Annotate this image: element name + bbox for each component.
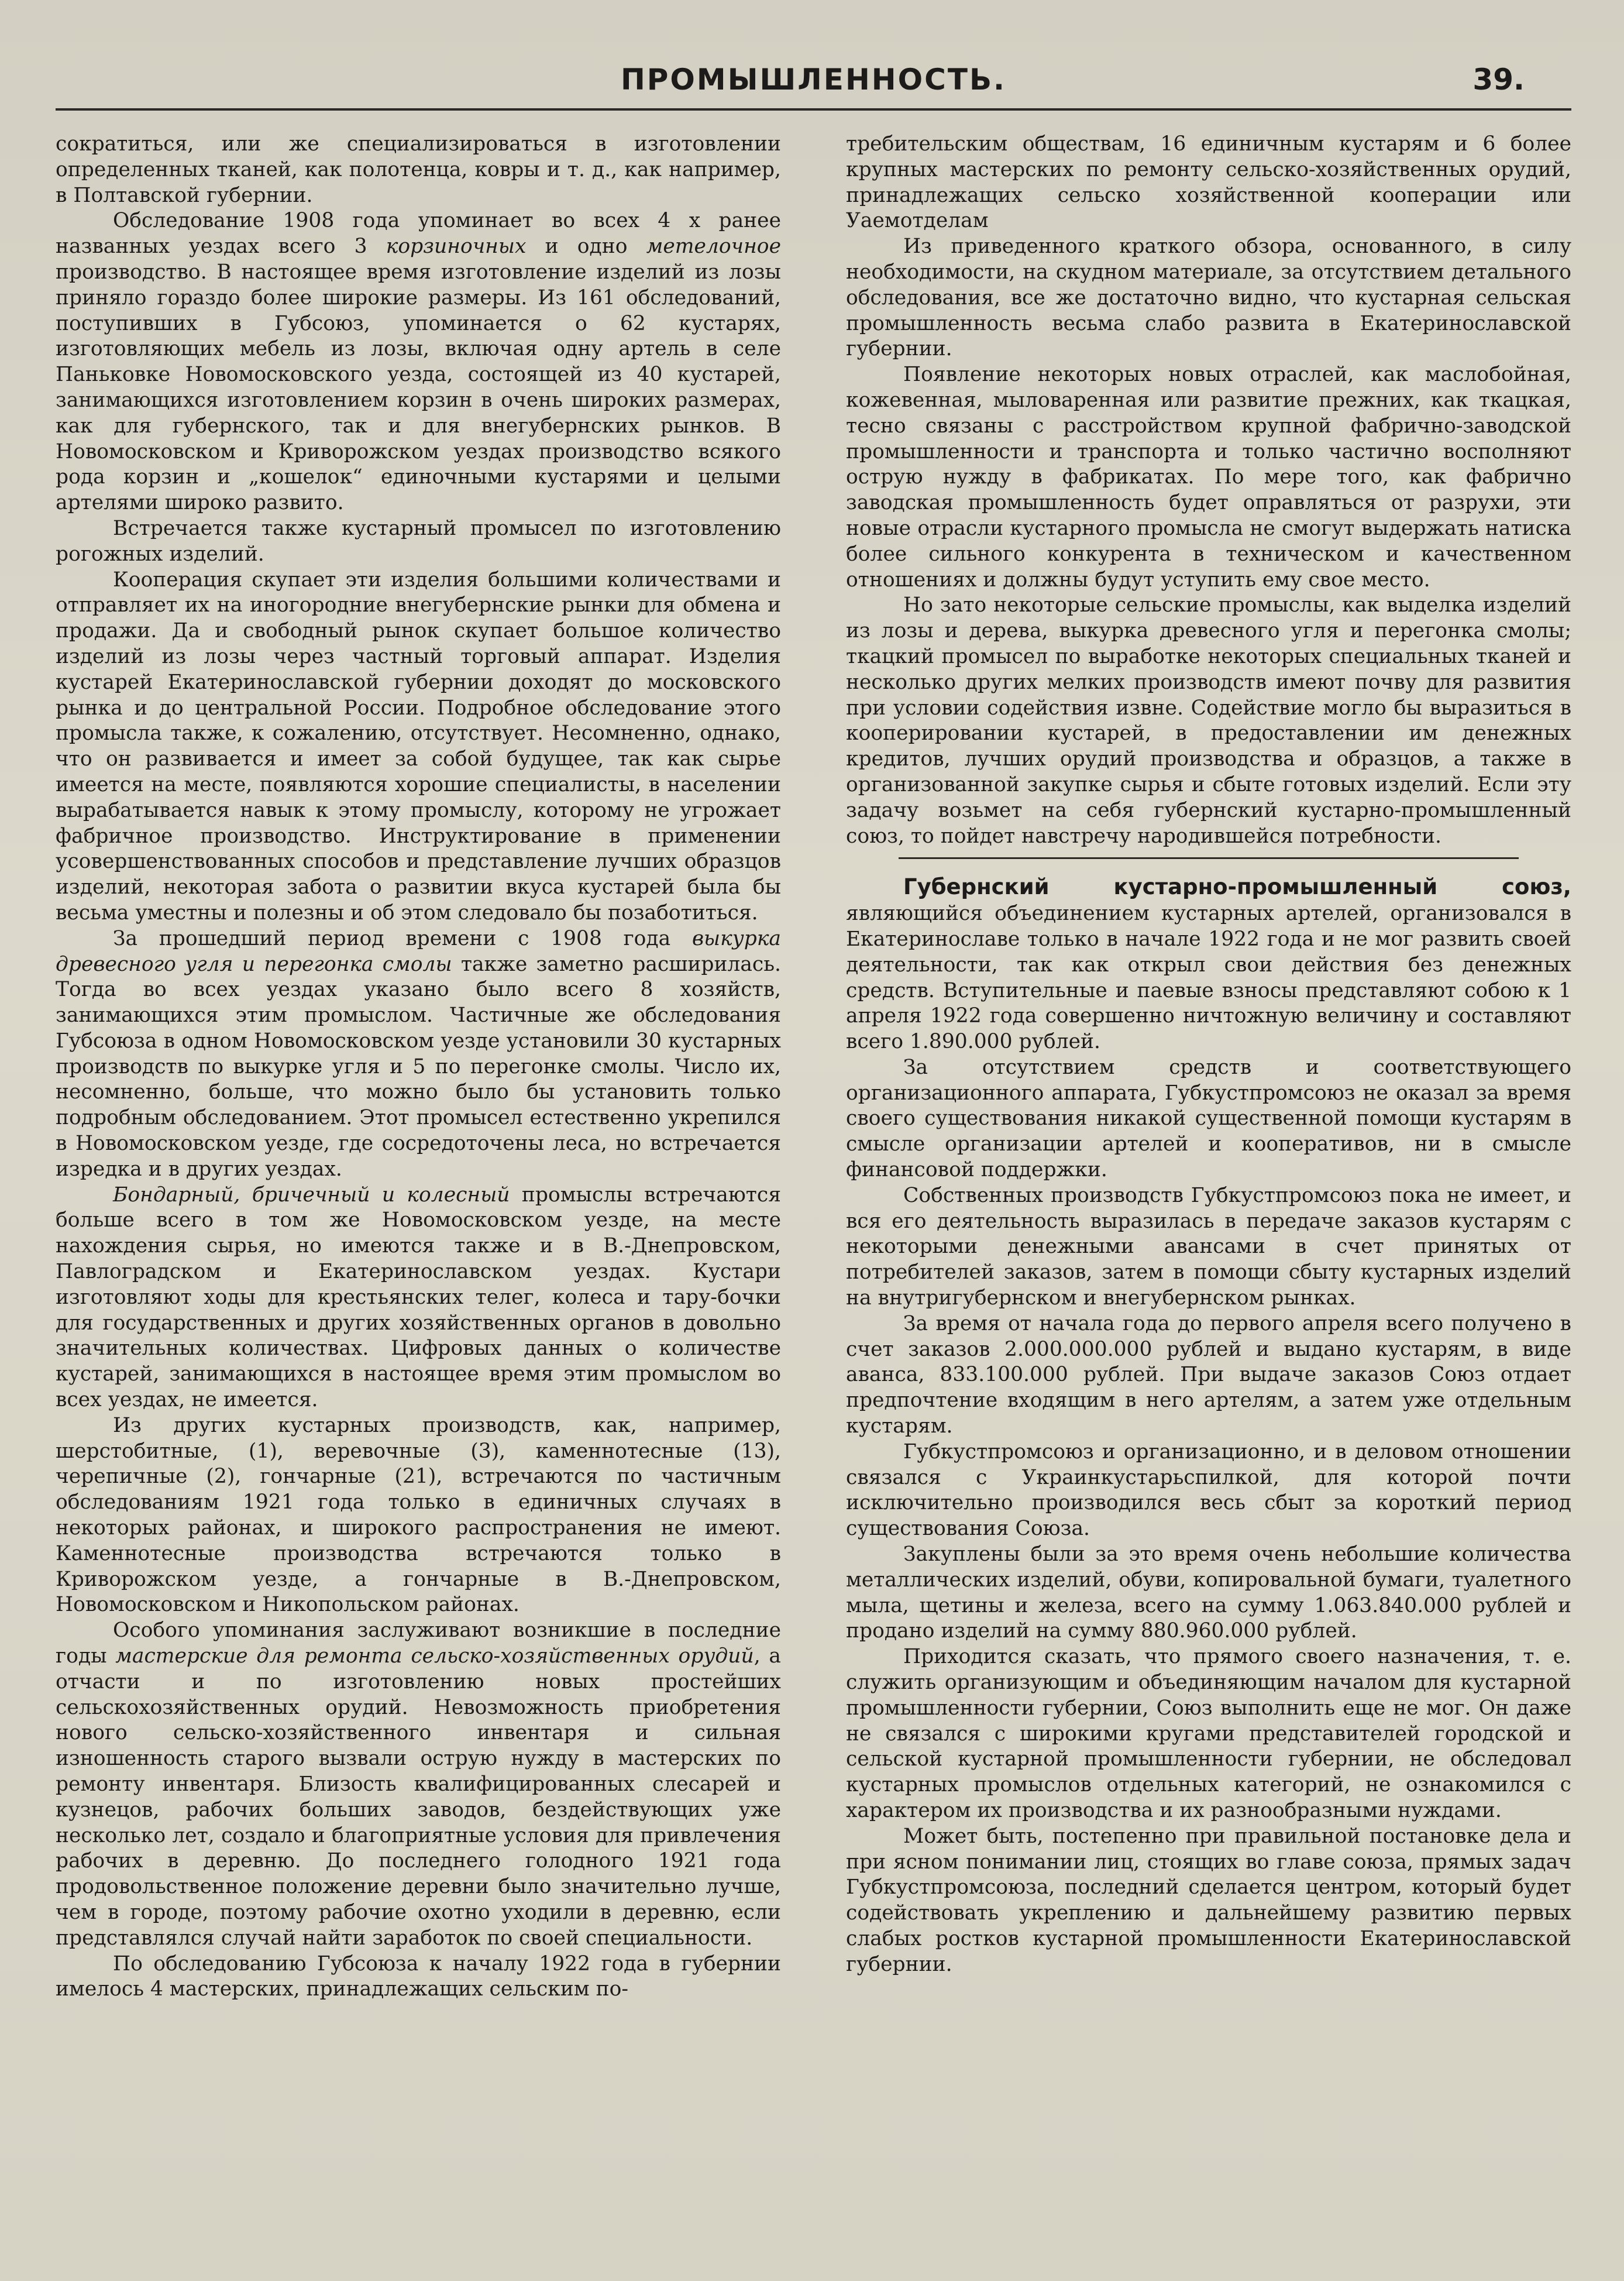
paragraph: По обследованию Губсоюза к началу 1922 года в губернии имелось 4 мастерских, принадлежащих сельским по- (56, 1952, 781, 2001)
emphasis-text: корзиночных (386, 235, 527, 259)
paragraph: Кооперация скупает эти изделия большими количествами и отправляет их на иногородние внегубернские рынки для обмена и продажи. Да и свободный рынок скупает большое количество изделий из лозы через частный торговый аппарат. Изделия кустарей Екатеринославской губернии доходят до московского рынка и до центральной России. Подробное обследование этого промысла также, к сожалению, отсутствует. Несомненно, однако, что он развивается и имеет за собой будущее, так как сырье имеется на месте, появляются хорошие специалисты, в населении вырабатывается навык к этому промыслу, которому не угрожает фабричное производство. Инструктирование в применении усовершенствованных способов и представление лучших образцов изделий, некоторая забота о развитии вкуса кустарей была бы весьма уместны и полезны и об этом следовало бы позаботиться. (56, 568, 781, 925)
paragraph: Собственных производств Губкустпромсоюз пока не имеет, и вся его деятельность выразилась в передаче заказов кустарям с некоторыми денежными авансами в счет принятых от потребителей заказов, затем в помощи сбыту кустарных изделий на внутригубернском и внегубернском рынках. (846, 1183, 1571, 1310)
text-columns (56, 132, 1571, 2002)
paragraph: Из приведенного краткого обзора, основанного, в силу необходимости, на скудном материале, за отсутствием детального обследования, все же достаточно видно, что кустарная сельская промышленность весьма слабо развита в Екатеринославской губернии. (846, 235, 1571, 361)
paragraph: Встречается также кустарный промысел по изготовлению рогожных изделий. (56, 516, 781, 566)
paragraph (846, 874, 1571, 1055)
section-title: ПРОМЫШЛЕННОСТЬ. (620, 63, 1007, 97)
left-column (56, 132, 781, 2002)
paragraph (56, 1183, 781, 1413)
paragraph-text: производство. В настоящее время изготовление изделий из лозы приняло гораздо более широкие размеры. Из 161 обследований, поступивших в Губсоюз, упоминается о 62 кустарях, изготовляющих мебель из лозы, включая одну артель в селе Паньковке Новомосковского уезда, состоящей из 40 кустарей, занимающихся изготовлением корзин в очень широких размерах, как для губернского, так и для внегубернских рынков. В Новомосковском и Криворожском уездах производство всякого рода корзин и „кошелок“ единочными кустарями и целыми артелями широко развито. (56, 260, 781, 515)
paragraph (56, 208, 781, 516)
page-header (56, 56, 1571, 111)
paragraph: Губкустпромсоюз и организационно, и в деловом отношении связался с Украинкустарьспилкой, для которой почти исключительно производился весь сбыт за короткий период существования Союза. (846, 1440, 1571, 1541)
emphasis-text: мастерские для ремонта сельско-хозяйственных орудий (115, 1644, 754, 1668)
section-divider (899, 857, 1519, 859)
paragraph-text: и одно (526, 235, 646, 259)
paragraph (56, 1618, 781, 1951)
paragraph: Появление некоторых новых отраслей, как маслобойная, кожевенная, мыловаренная или развитие прежних, как ткацкая, тесно связаны с расстройством крупной фабрично-заводской промышленности и транспорта и только частично восполняют острую нужду в фабрикатах. По мере того, как фабрично заводская промышленность будет оправляться от разрухи, эти новые отрасли кустарного промысла не смогут выдержать натиска более сильного конкурента в техническом и качественном отношениях и должны будут уступить ему свое место. (846, 363, 1571, 592)
paragraph-text: промыслы встречаются больше всего в том же Новомосковском уезде, на месте нахождения сырья, но имеются также и в В.-Днепровском, Павлоградском и Екатеринославском уездах. Кустари изготовляют ходы для крестьянских телег, колеса и тару-бочки для государственных и других хозяйственных органов в довольно значительных количествах. Цифровых данных о количестве кустарей, занимающихся в настоящее время этим промыслом во всех уездах, не имеется. (56, 1183, 781, 1412)
paragraph: Но зато некоторые сельские промыслы, как выделка изделий из лозы и дерева, выкурка древесного угля и перегонка смолы; ткацкий промысел по выработке некоторых специальных тканей и несколько других мелких производств имеют почву для развития при условии содействия извне. Содействие могло бы выразиться в кооперировании кустарей, в предоставлении им денежных кредитов, лучших орудий производства и образцов, а также в организованной закупке сырья и сбыте готовых изделий. Если эту задачу возьмет на себя губернский кустарно-промышленный союз, то пойдет навстречу народившейся потребности. (846, 593, 1571, 848)
paragraph: Приходится сказать, что прямого своего назначения, т. е. служить организующим и объединяющим началом для кустарной промышленности губернии, Союз выполнить еще не мог. Он даже не связался с широкими кругами представителей городской и сельской кустарной промышленности губернии, не обследовал кустарных промыслов отдельных категорий, не ознакомился с характером их производства и их разнообразными нуждами. (846, 1645, 1571, 1822)
paragraph-text: Особого упоминания заслуживают возникшие в последние годы (56, 1619, 781, 1668)
paragraph-text: также заметно расширилась. Тогда во всех уездах указано было всего 8 хозяйств, занимающихся этим промыслом. Частичные же обследования Губсоюза в одном Новомосковском уезде установили 30 кустарных производств по выкурке угля и 5 по перегонке смолы. Число их, несомненно, больше, что можно было бы установить только подробным обследованием. Этот промысел естественно укрепился в Новомосковском уезде, где сосредоточены леса, но встречается изредка и в других уездах. (56, 952, 781, 1181)
paragraph-text: За прошедший период времени с 1908 года (113, 926, 692, 950)
paragraph-text: , а отчасти и по изготовлению новых простейших сельскохозяйственных орудий. Невозможность приобретения нового сельско-хозяйственного инвентаря и сильная изношенность старого вызвали острую нужду в мастерских по ремонту инвентаря. Близость квалифицированных слесарей и кузнецов, рабочих больших заводов, бездействующих уже несколько лет, создало и благоприятные условия для привлечения рабочих в деревню. До последнего голодного 1921 года продовольственное положение деревни было значительно лучше, чем в городе, поэтому рабочие охотно уходили в деревню, если представлялся случай найти заработок по своей специальности. (56, 1644, 782, 1950)
paragraph: Из других кустарных производств, как, например, шерстобитные, (1), веревочные (3), каменнотесные (13), черепичные (2), гончарные (21), встречаются по частичным обследованиям 1921 года только в единичных случаях в некоторых районах, и широкого распространения не имеют. Каменнотесные производства встречаются только в Криворожском уезде, а гончарные в В.-Днепровском, Новомосковском и Никопольском районах. (56, 1413, 781, 1617)
section-heading: Губернский кустарно-промышленный союз, (903, 874, 1571, 900)
paragraph: Может быть, постепенно при правильной постановке дела и при ясном понимании лиц, стоящих во главе союза, прямых задач Губкустпромсоюза, последний сделается центром, который будет содействовать укреплению и дальнейшему развитию первых слабых ростков кустарной промышленности Екатеринославской губернии. (846, 1824, 1571, 1976)
emphasis-text: Бондарный, бричечный и колесный (113, 1183, 510, 1207)
paragraph: За отсутствием средств и соответствующего организационного аппарата, Губкустпромсоюз не оказал за время своего существования никакой существенной помощи кустарям в смысле организации артелей и кооперативов, ни в смысле финансовой поддержки. (846, 1055, 1571, 1182)
paragraph-text: Обследование 1908 года упоминает во всех 4 х ранее названных уездах всего 3 (56, 209, 781, 259)
paragraph: За время от начала года до первого апреля всего получено в счет заказов 2.000.000.000 рублей и выдано кустарям, в виде аванса, 833.100.000 рублей. При выдаче заказов Союз отдает предпочтение входящим в него артелям, а затем уже отдельным кустарям. (846, 1311, 1571, 1438)
paragraph: Закуплены были за это время очень небольшие количества металлических изделий, обуви, копировальной бумаги, туалетного мыла, щетины и железа, всего на сумму 1.063.840.000 рублей и продано изделий на сумму 880.960.000 рублей. (846, 1543, 1571, 1643)
emphasis-text: метелочное (646, 235, 781, 259)
paragraph: сократиться, или же специализироваться в изготовлении определенных тканей, как полотенца, ковры и т. д., как например, в Полтавской губернии. (56, 132, 781, 207)
paragraph: требительским обществам, 16 единичным кустарям и 6 более крупных мастерских по ремонту сельско-хозяйственных орудий, принадлежащих сельско хозяйственной кооперации или Уаемотделам (846, 132, 1571, 233)
page-number: 39. (1472, 63, 1525, 97)
paragraph (56, 926, 781, 1183)
right-column (846, 132, 1571, 2002)
emphasis-text: выкурка древесного угля и перегонка смолы (56, 926, 781, 976)
paragraph-text: являющийся объединением кустарных артелей, организовался в Екатеринославе только в начале 1922 года и не мог развить своей деятельности, так как открыл свои действия без денежных средств. Вступительные и паевые взносы представляют собою к 1 апреля 1922 года совершенно ничтожную величину и составляют всего 1.890.000 рублей. (846, 902, 1571, 1054)
